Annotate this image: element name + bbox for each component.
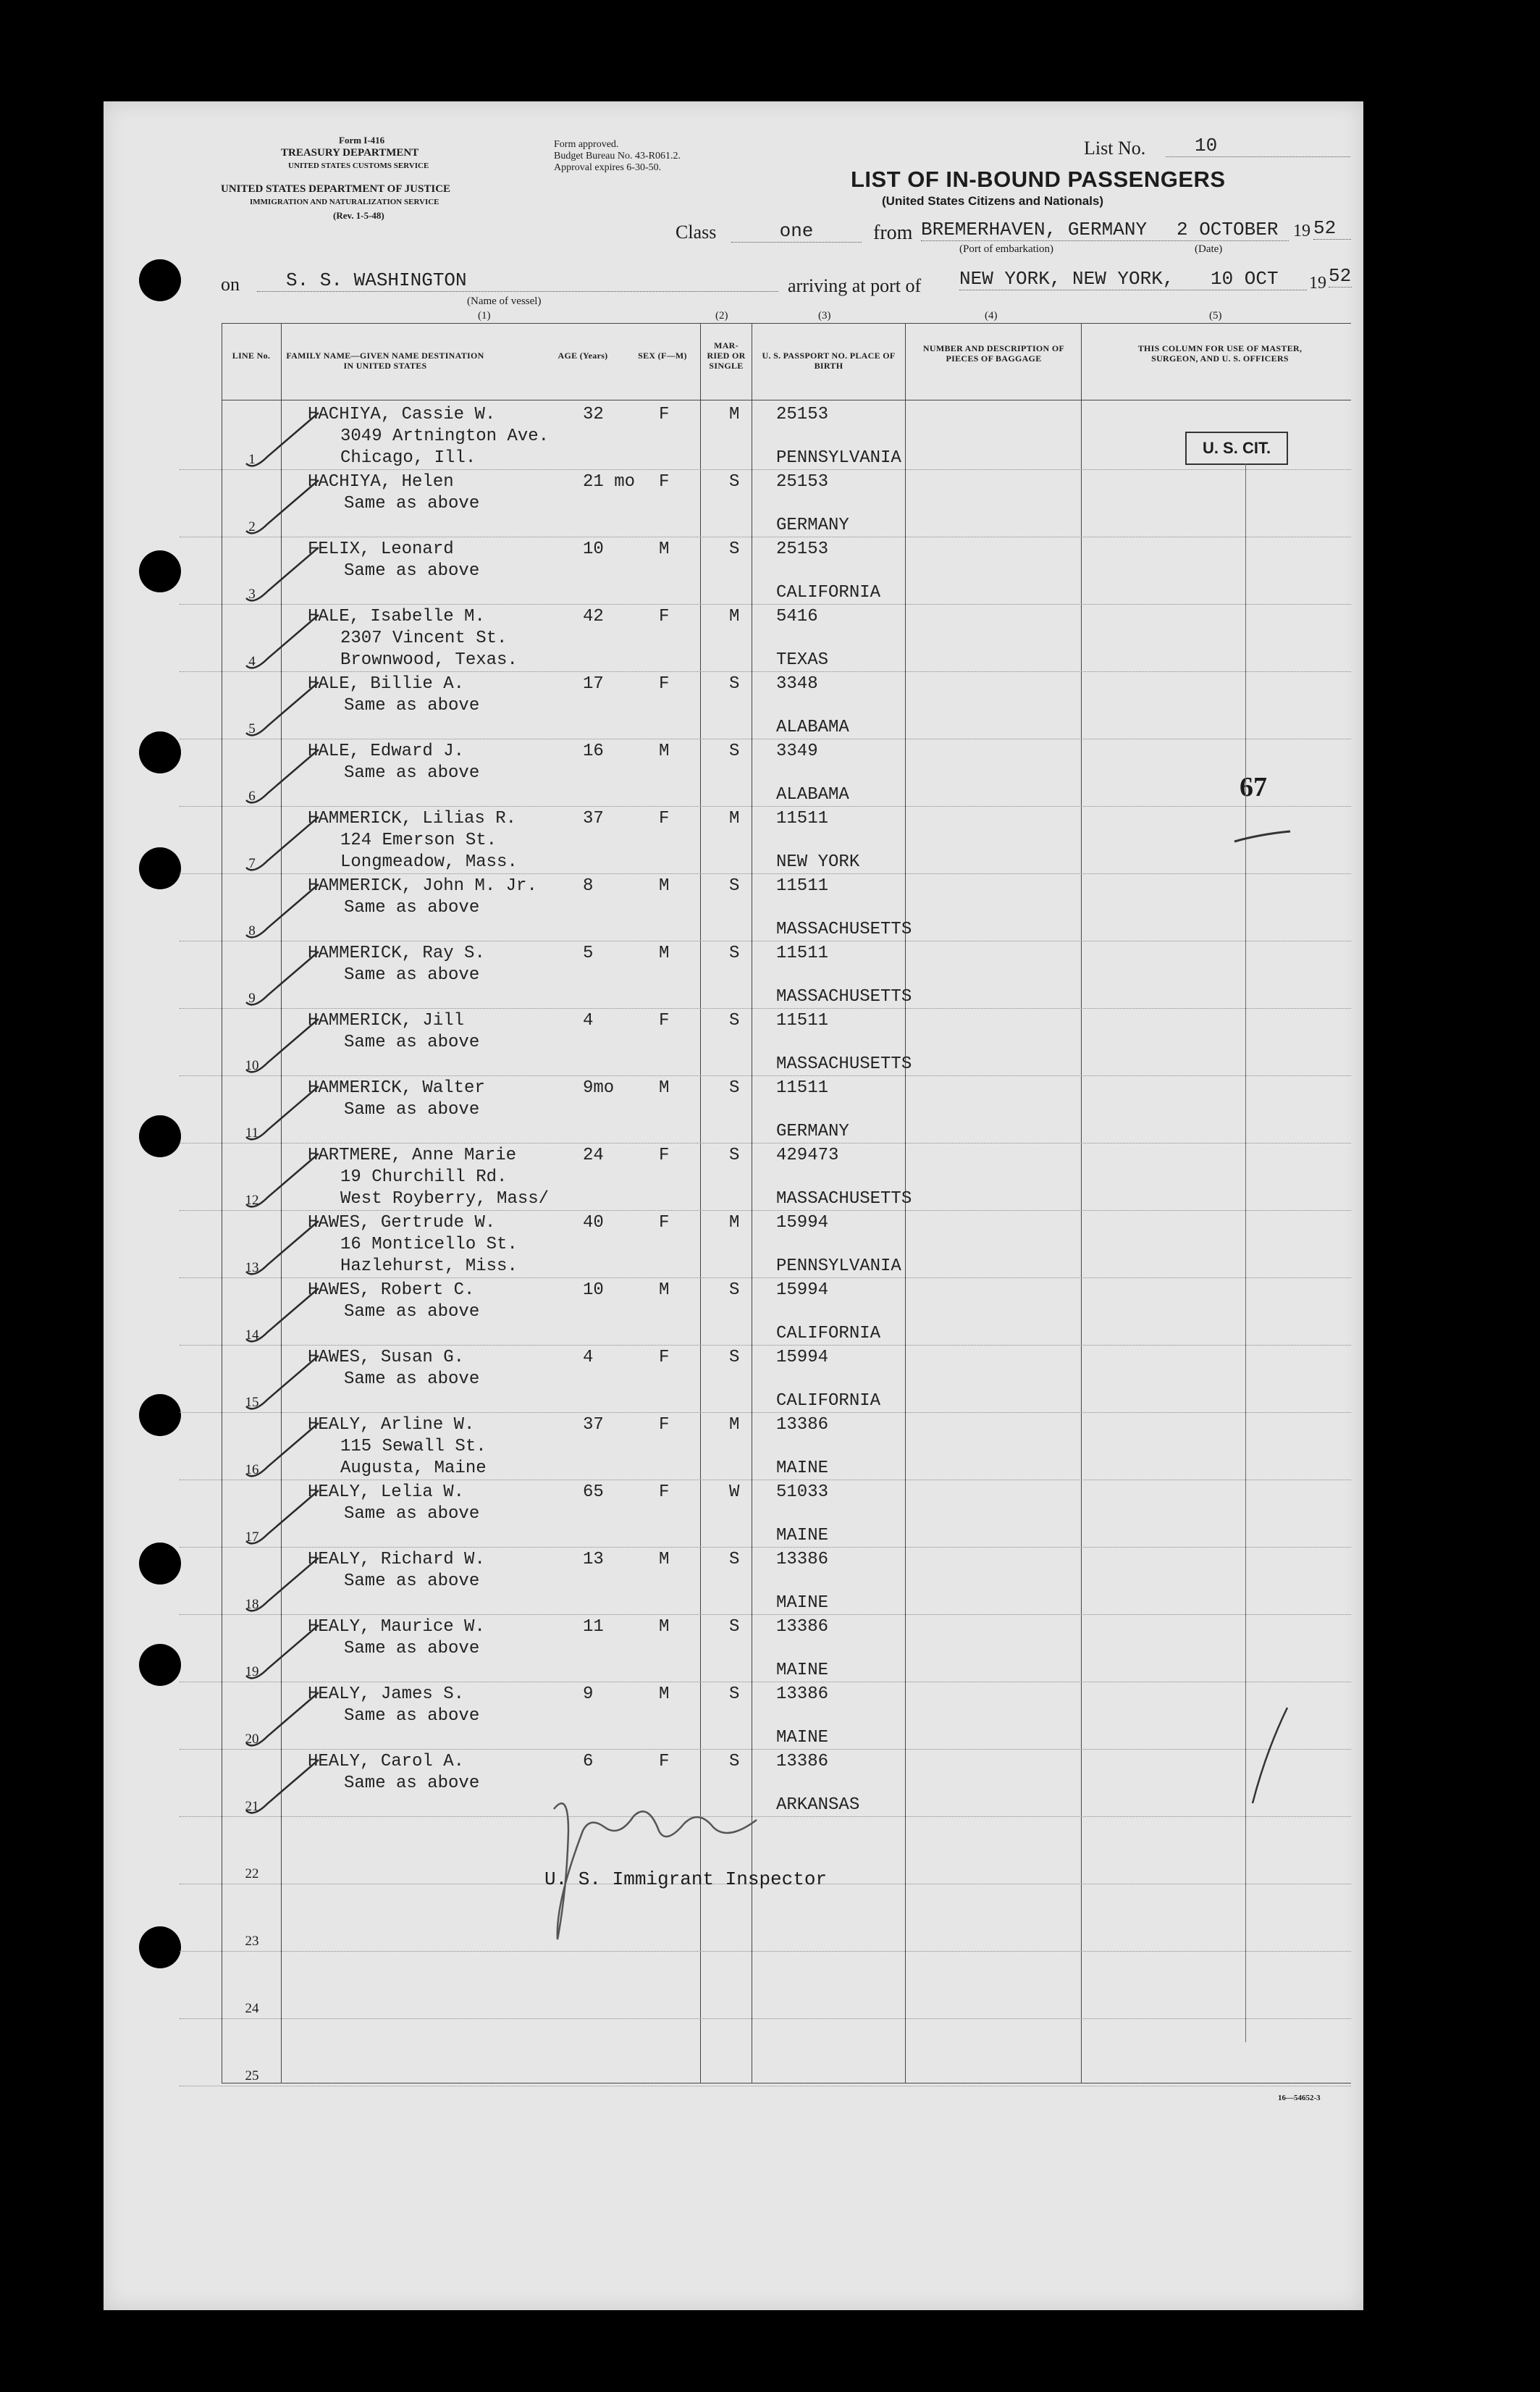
passenger-age: 5 <box>583 944 594 963</box>
passenger-age: 21 mo <box>583 472 636 492</box>
line-number: 3 <box>248 587 256 602</box>
passenger-age: 16 <box>583 742 604 761</box>
line-number: 6 <box>248 789 256 804</box>
row-rule <box>180 1614 1351 1615</box>
check-mark <box>1244 1702 1302 1810</box>
passenger-address: Same as above <box>344 763 480 783</box>
passenger-name: HAMMERICK, Walter <box>308 1078 485 1098</box>
row-rule <box>180 1345 1351 1346</box>
passenger-name: HEALY, Maurice W. <box>308 1617 485 1637</box>
passenger-name: FELIX, Leonard <box>308 540 454 559</box>
passport-number: 15994 <box>776 1213 829 1233</box>
line-number: 21 <box>245 1799 259 1814</box>
passenger-city: Chicago, Ill. <box>340 448 476 468</box>
passenger-sex: F <box>659 1752 670 1771</box>
tally-mark <box>246 615 319 668</box>
passenger-age: 11 <box>583 1617 604 1637</box>
punch-hole <box>139 1926 181 1968</box>
inspector-signature <box>539 1787 786 1947</box>
line-number: 10 <box>245 1058 259 1073</box>
passenger-age: 17 <box>583 674 604 694</box>
passenger-sex: M <box>659 944 670 963</box>
col-header-name: FAMILY NAME—GIVEN NAME DESTINATION IN UNITED STATES <box>286 351 484 371</box>
passenger-age: 4 <box>583 1348 594 1367</box>
row-rule <box>180 806 1351 807</box>
passenger-sex: F <box>659 809 670 828</box>
passenger-marital-status: S <box>729 472 740 492</box>
passenger-sex: M <box>659 1280 670 1300</box>
passport-number: 3349 <box>776 742 818 761</box>
tally-mark <box>246 413 319 466</box>
vessel-caption: (Name of vessel) <box>467 295 542 307</box>
vessel-name: S. S. WASHINGTON <box>257 269 778 292</box>
passenger-marital-status: S <box>729 1752 740 1771</box>
form-number: Form I-416 <box>339 135 385 146</box>
approval-line-1: Form approved. <box>554 139 619 150</box>
passenger-address: 19 Churchill Rd. <box>340 1167 508 1187</box>
place-of-birth: MASSACHUSETTS <box>776 987 912 1007</box>
passenger-age: 8 <box>583 876 594 896</box>
passenger-marital-status: W <box>729 1482 740 1502</box>
passenger-age: 13 <box>583 1550 604 1569</box>
line-number: 2 <box>248 519 256 534</box>
passenger-marital-status: M <box>729 1415 740 1435</box>
passenger-sex: F <box>659 674 670 694</box>
tally-mark <box>246 547 319 600</box>
passenger-address: 3049 Artnington Ave. <box>340 427 550 446</box>
tally-mark <box>246 1558 319 1611</box>
passenger-marital-status: S <box>729 1348 740 1367</box>
place-of-birth: ALABAMA <box>776 718 849 737</box>
col-header-officers: THIS COLUMN FOR USE OF MASTER, SURGEON, AND U. S. OFFICERS <box>1137 343 1303 364</box>
place-of-birth: ARKANSAS <box>776 1795 860 1815</box>
on-label: on <box>221 274 240 295</box>
passenger-marital-status: S <box>729 1684 740 1704</box>
col-number-2: (2) <box>715 310 728 322</box>
table-col-divider <box>1081 323 1082 2083</box>
row-rule <box>180 1547 1351 1548</box>
line-number: 12 <box>245 1193 259 1208</box>
passenger-name: HAMMERICK, John M. Jr. <box>308 876 537 896</box>
tally-mark <box>246 480 319 533</box>
passenger-marital-status: M <box>729 607 740 626</box>
place-of-birth: GERMANY <box>776 516 849 535</box>
row-rule <box>180 1277 1351 1278</box>
passenger-city: Brownwood, Texas. <box>340 650 518 670</box>
row-rule <box>180 671 1351 672</box>
passenger-address: Same as above <box>344 1504 480 1524</box>
passport-number: 13386 <box>776 1752 829 1771</box>
passenger-sex: F <box>659 1415 670 1435</box>
passenger-name: HARTMERE, Anne Marie <box>308 1146 517 1165</box>
place-of-birth: MAINE <box>776 1661 829 1680</box>
line-number: 14 <box>245 1327 259 1343</box>
passenger-name: HAMMERICK, Lilias R. <box>308 809 517 828</box>
approval-line-2: Budget Bureau No. 43-R061.2. <box>554 151 681 161</box>
passenger-marital-status: S <box>729 1617 740 1637</box>
date-caption: (Date) <box>1195 243 1223 255</box>
place-of-birth: PENNSYLVANIA <box>776 448 901 468</box>
dept-treasury-sub: UNITED STATES CUSTOMS SERVICE <box>288 161 429 170</box>
passport-number: 51033 <box>776 1482 829 1502</box>
punch-hole <box>139 550 181 592</box>
passenger-name: HEALY, Richard W. <box>308 1550 485 1569</box>
embark-year-prefix: 19 <box>1293 222 1310 240</box>
tally-mark <box>246 884 319 937</box>
passenger-name: HEALY, Arline W. <box>308 1415 475 1435</box>
dept-justice-sub: IMMIGRATION AND NATURALIZATION SERVICE <box>250 198 439 206</box>
col-header-sex: SEX (F—M) <box>638 351 687 361</box>
passenger-age: 40 <box>583 1213 604 1233</box>
line-number: 22 <box>245 1866 259 1881</box>
passenger-name: HAMMERICK, Jill <box>308 1011 465 1031</box>
line-number: 8 <box>248 923 256 939</box>
passenger-sex: F <box>659 1146 670 1165</box>
passenger-marital-status: S <box>729 876 740 896</box>
passenger-age: 10 <box>583 1280 604 1300</box>
passenger-marital-status: S <box>729 1011 740 1031</box>
class-value: one <box>731 220 862 243</box>
row-rule <box>180 604 1351 605</box>
passenger-address: Same as above <box>344 1302 480 1322</box>
passenger-sex: M <box>659 1078 670 1098</box>
passenger-age: 65 <box>583 1482 604 1502</box>
line-number: 25 <box>245 2068 259 2083</box>
passenger-address: Same as above <box>344 1706 480 1726</box>
place-of-birth: MAINE <box>776 1526 829 1545</box>
passenger-address: Same as above <box>344 696 480 715</box>
arrival-date: 10 OCT <box>1211 268 1279 290</box>
tally-mark <box>246 1625 319 1678</box>
place-of-birth: MAINE <box>776 1728 829 1747</box>
row-rule <box>180 873 1351 874</box>
passenger-city: Hazlehurst, Miss. <box>340 1256 518 1276</box>
passenger-name: HAWES, Gertrude W. <box>308 1213 496 1233</box>
passenger-marital-status: M <box>729 405 740 424</box>
class-label: Class <box>676 222 717 243</box>
tally-mark <box>246 1288 319 1341</box>
us-citizen-stamp: U. S. CIT. <box>1185 432 1288 465</box>
line-number: 15 <box>245 1395 259 1410</box>
tally-mark <box>246 817 319 870</box>
passport-number: 11511 <box>776 1011 829 1031</box>
tally-mark <box>246 1221 319 1274</box>
row-rule <box>180 1210 1351 1211</box>
passport-number: 25153 <box>776 540 829 559</box>
list-no-value: 10 <box>1166 135 1350 157</box>
passenger-age: 37 <box>583 809 604 828</box>
passenger-name: HALE, Billie A. <box>308 674 465 694</box>
passenger-sex: F <box>659 1348 670 1367</box>
tally-mark <box>246 1692 319 1745</box>
passenger-age: 24 <box>583 1146 604 1165</box>
col-header-married: MAR- RIED OR SINGLE <box>707 340 746 371</box>
place-of-birth: MASSACHUSETTS <box>776 1054 912 1074</box>
passenger-age: 32 <box>583 405 604 424</box>
passport-number: 13386 <box>776 1550 829 1569</box>
passport-number: 13386 <box>776 1415 829 1435</box>
row-rule <box>180 1008 1351 1009</box>
row-rule <box>180 2018 1351 2019</box>
passenger-age: 6 <box>583 1752 594 1771</box>
tally-mark <box>246 750 319 802</box>
passenger-marital-status: S <box>729 1280 740 1300</box>
passenger-address: Same as above <box>344 494 480 513</box>
approval-line-3: Approval expires 6-30-50. <box>554 162 662 173</box>
col-number-3: (3) <box>818 310 831 322</box>
tally-mark <box>246 952 319 1004</box>
arriving-label: arriving at port of <box>788 275 922 296</box>
passport-number: 25153 <box>776 472 829 492</box>
place-of-birth: GERMANY <box>776 1122 849 1141</box>
passenger-age: 4 <box>583 1011 594 1031</box>
form-revision: (Rev. 1-5-48) <box>333 210 384 221</box>
passenger-marital-status: S <box>729 944 740 963</box>
row-rule <box>180 1412 1351 1413</box>
passport-number: 5416 <box>776 607 818 626</box>
tally-mark <box>246 1356 319 1409</box>
line-number: 7 <box>248 856 256 871</box>
line-number: 11 <box>245 1125 259 1141</box>
passport-number: 11511 <box>776 809 829 828</box>
punch-hole <box>139 1543 181 1585</box>
passenger-address: Same as above <box>344 1774 480 1793</box>
port-caption: (Port of embarkation) <box>959 243 1053 255</box>
col-number-5: (5) <box>1209 310 1222 322</box>
passenger-sex: F <box>659 1482 670 1502</box>
passenger-name: HALE, Edward J. <box>308 742 465 761</box>
passenger-sex: M <box>659 1617 670 1637</box>
embark-date: 2 OCTOBER <box>1177 219 1279 240</box>
passenger-city: West Royberry, Mass/ <box>340 1189 550 1209</box>
place-of-birth: CALIFORNIA <box>776 1391 881 1411</box>
page-title: LIST OF IN-BOUND PASSENGERS <box>851 167 1226 192</box>
line-number: 13 <box>245 1260 259 1275</box>
punch-hole <box>139 847 181 889</box>
col-number-1: (1) <box>478 310 491 322</box>
line-number: 16 <box>245 1462 259 1477</box>
passenger-marital-status: S <box>729 540 740 559</box>
passenger-marital-status: S <box>729 674 740 694</box>
passenger-marital-status: M <box>729 1213 740 1233</box>
pen-mark <box>1231 818 1296 847</box>
line-number: 1 <box>248 452 256 467</box>
place-of-birth: PENNSYLVANIA <box>776 1256 901 1276</box>
dept-treasury: TREASURY DEPARTMENT <box>281 147 419 159</box>
place-of-birth: MAINE <box>776 1593 829 1613</box>
line-number: 24 <box>245 2001 259 2016</box>
passenger-age: 37 <box>583 1415 604 1435</box>
table-top-rule <box>222 323 1351 324</box>
passenger-name: HACHIYA, Helen <box>308 472 454 492</box>
line-number: 4 <box>248 654 256 669</box>
passenger-address: Same as above <box>344 561 480 581</box>
place-of-birth: CALIFORNIA <box>776 583 881 603</box>
tally-marks <box>239 406 348 1926</box>
col-header-age: AGE (Years) <box>557 351 608 361</box>
passenger-address: Same as above <box>344 1639 480 1658</box>
passenger-sex: M <box>659 876 670 896</box>
row-rule <box>180 469 1351 470</box>
passenger-address: Same as above <box>344 898 480 918</box>
passenger-address: Same as above <box>344 965 480 985</box>
passenger-name: HALE, Isabelle M. <box>308 607 485 626</box>
arrival-year-prefix: 19 <box>1309 274 1326 293</box>
passenger-address: 115 Sewall St. <box>340 1437 487 1456</box>
passenger-marital-status: S <box>729 742 740 761</box>
arrival-port: NEW YORK, NEW YORK, <box>959 268 1307 290</box>
passenger-address: 16 Monticello St. <box>340 1235 518 1254</box>
passenger-sex: F <box>659 1213 670 1233</box>
embark-port: BREMERHAVEN, GERMANY <box>921 219 1289 241</box>
passenger-city: Longmeadow, Mass. <box>340 852 518 872</box>
passport-number: 13386 <box>776 1617 829 1637</box>
dept-justice: UNITED STATES DEPARTMENT OF JUSTICE <box>221 183 451 195</box>
printer-code: 16—54652-3 <box>1278 2094 1321 2102</box>
passport-number: 3348 <box>776 674 818 694</box>
passenger-marital-status: S <box>729 1146 740 1165</box>
passport-number: 15994 <box>776 1348 829 1367</box>
passenger-address: Same as above <box>344 1369 480 1389</box>
line-number: 23 <box>245 1934 259 1949</box>
place-of-birth: ALABAMA <box>776 785 849 805</box>
passenger-address: Same as above <box>344 1033 480 1052</box>
passport-number: 11511 <box>776 876 829 896</box>
passenger-address: Same as above <box>344 1100 480 1120</box>
passenger-city: Augusta, Maine <box>340 1459 487 1478</box>
place-of-birth: MAINE <box>776 1459 829 1478</box>
passport-number: 429473 <box>776 1146 839 1165</box>
passenger-age: 10 <box>583 540 604 559</box>
tally-mark <box>246 1019 319 1072</box>
page-subtitle: (United States Citizens and Nationals) <box>882 194 1104 208</box>
punch-hole <box>139 1115 181 1157</box>
passenger-sex: M <box>659 742 670 761</box>
line-number: 18 <box>245 1597 259 1612</box>
place-of-birth: MASSACHUSETTS <box>776 1189 912 1209</box>
passenger-name: HAWES, Robert C. <box>308 1280 475 1300</box>
col-header-baggage: NUMBER AND DESCRIPTION OF PIECES OF BAGGAGE <box>922 343 1065 364</box>
passenger-address: 124 Emerson St. <box>340 831 497 850</box>
place-of-birth: NEW YORK <box>776 852 860 872</box>
passenger-name: HAWES, Susan G. <box>308 1348 465 1367</box>
tally-mark <box>246 1490 319 1543</box>
passenger-sex: F <box>659 472 670 492</box>
passport-number: 11511 <box>776 1078 829 1098</box>
row-rule <box>180 1749 1351 1750</box>
line-number: 17 <box>245 1529 259 1545</box>
tally-mark <box>246 1760 319 1813</box>
line-number: 19 <box>245 1664 259 1679</box>
passenger-name: HACHIYA, Cassie W. <box>308 405 496 424</box>
passenger-address: Same as above <box>344 1571 480 1591</box>
passenger-name: HAMMERICK, Ray S. <box>308 944 485 963</box>
embark-year: 52 <box>1313 217 1351 240</box>
line-number: 20 <box>245 1732 259 1747</box>
passenger-marital-status: M <box>729 809 740 828</box>
tally-mark <box>246 1423 319 1476</box>
passenger-marital-status: S <box>729 1550 740 1569</box>
col-header-passport: U. S. PASSPORT NO. PLACE OF BIRTH <box>762 351 896 371</box>
passenger-sex: M <box>659 1550 670 1569</box>
row-rule <box>180 1075 1351 1076</box>
passport-number: 13386 <box>776 1684 829 1704</box>
passenger-sex: F <box>659 405 670 424</box>
place-of-birth: MASSACHUSETTS <box>776 920 912 939</box>
passport-number: 15994 <box>776 1280 829 1300</box>
punch-hole <box>139 259 181 301</box>
passport-number: 25153 <box>776 405 829 424</box>
passenger-sex: M <box>659 1684 670 1704</box>
col-number-4: (4) <box>985 310 998 322</box>
passenger-sex: F <box>659 607 670 626</box>
line-number: 9 <box>248 991 256 1006</box>
passenger-age: 9 <box>583 1684 594 1704</box>
passenger-address: 2307 Vincent St. <box>340 629 508 648</box>
inspector-title: U. S. Immigrant Inspector <box>544 1868 828 1890</box>
passenger-age: 9mo <box>583 1078 615 1098</box>
passport-number: 11511 <box>776 944 829 963</box>
from-label: from <box>873 222 913 244</box>
place-of-birth: CALIFORNIA <box>776 1324 881 1343</box>
tally-mark <box>246 1154 319 1207</box>
passenger-sex: F <box>659 1011 670 1031</box>
passenger-marital-status: S <box>729 1078 740 1098</box>
passenger-name: HEALY, James S. <box>308 1684 465 1704</box>
tally-mark <box>246 682 319 735</box>
col-header-line: LINE No. <box>232 351 271 361</box>
passenger-age: 42 <box>583 607 604 626</box>
tally-mark <box>246 1086 319 1139</box>
punch-hole <box>139 1394 181 1436</box>
place-of-birth: TEXAS <box>776 650 829 670</box>
arrival-year: 52 <box>1329 265 1352 287</box>
passenger-name: HEALY, Carol A. <box>308 1752 465 1771</box>
passenger-name: HEALY, Lelia W. <box>308 1482 465 1502</box>
line-number: 5 <box>248 721 256 737</box>
punch-hole <box>139 731 181 773</box>
passenger-count: 67 <box>1240 772 1267 802</box>
passenger-sex: M <box>659 540 670 559</box>
list-no-label: List No. <box>1084 138 1146 159</box>
row-rule <box>180 1951 1351 1952</box>
punch-hole <box>139 1644 181 1686</box>
